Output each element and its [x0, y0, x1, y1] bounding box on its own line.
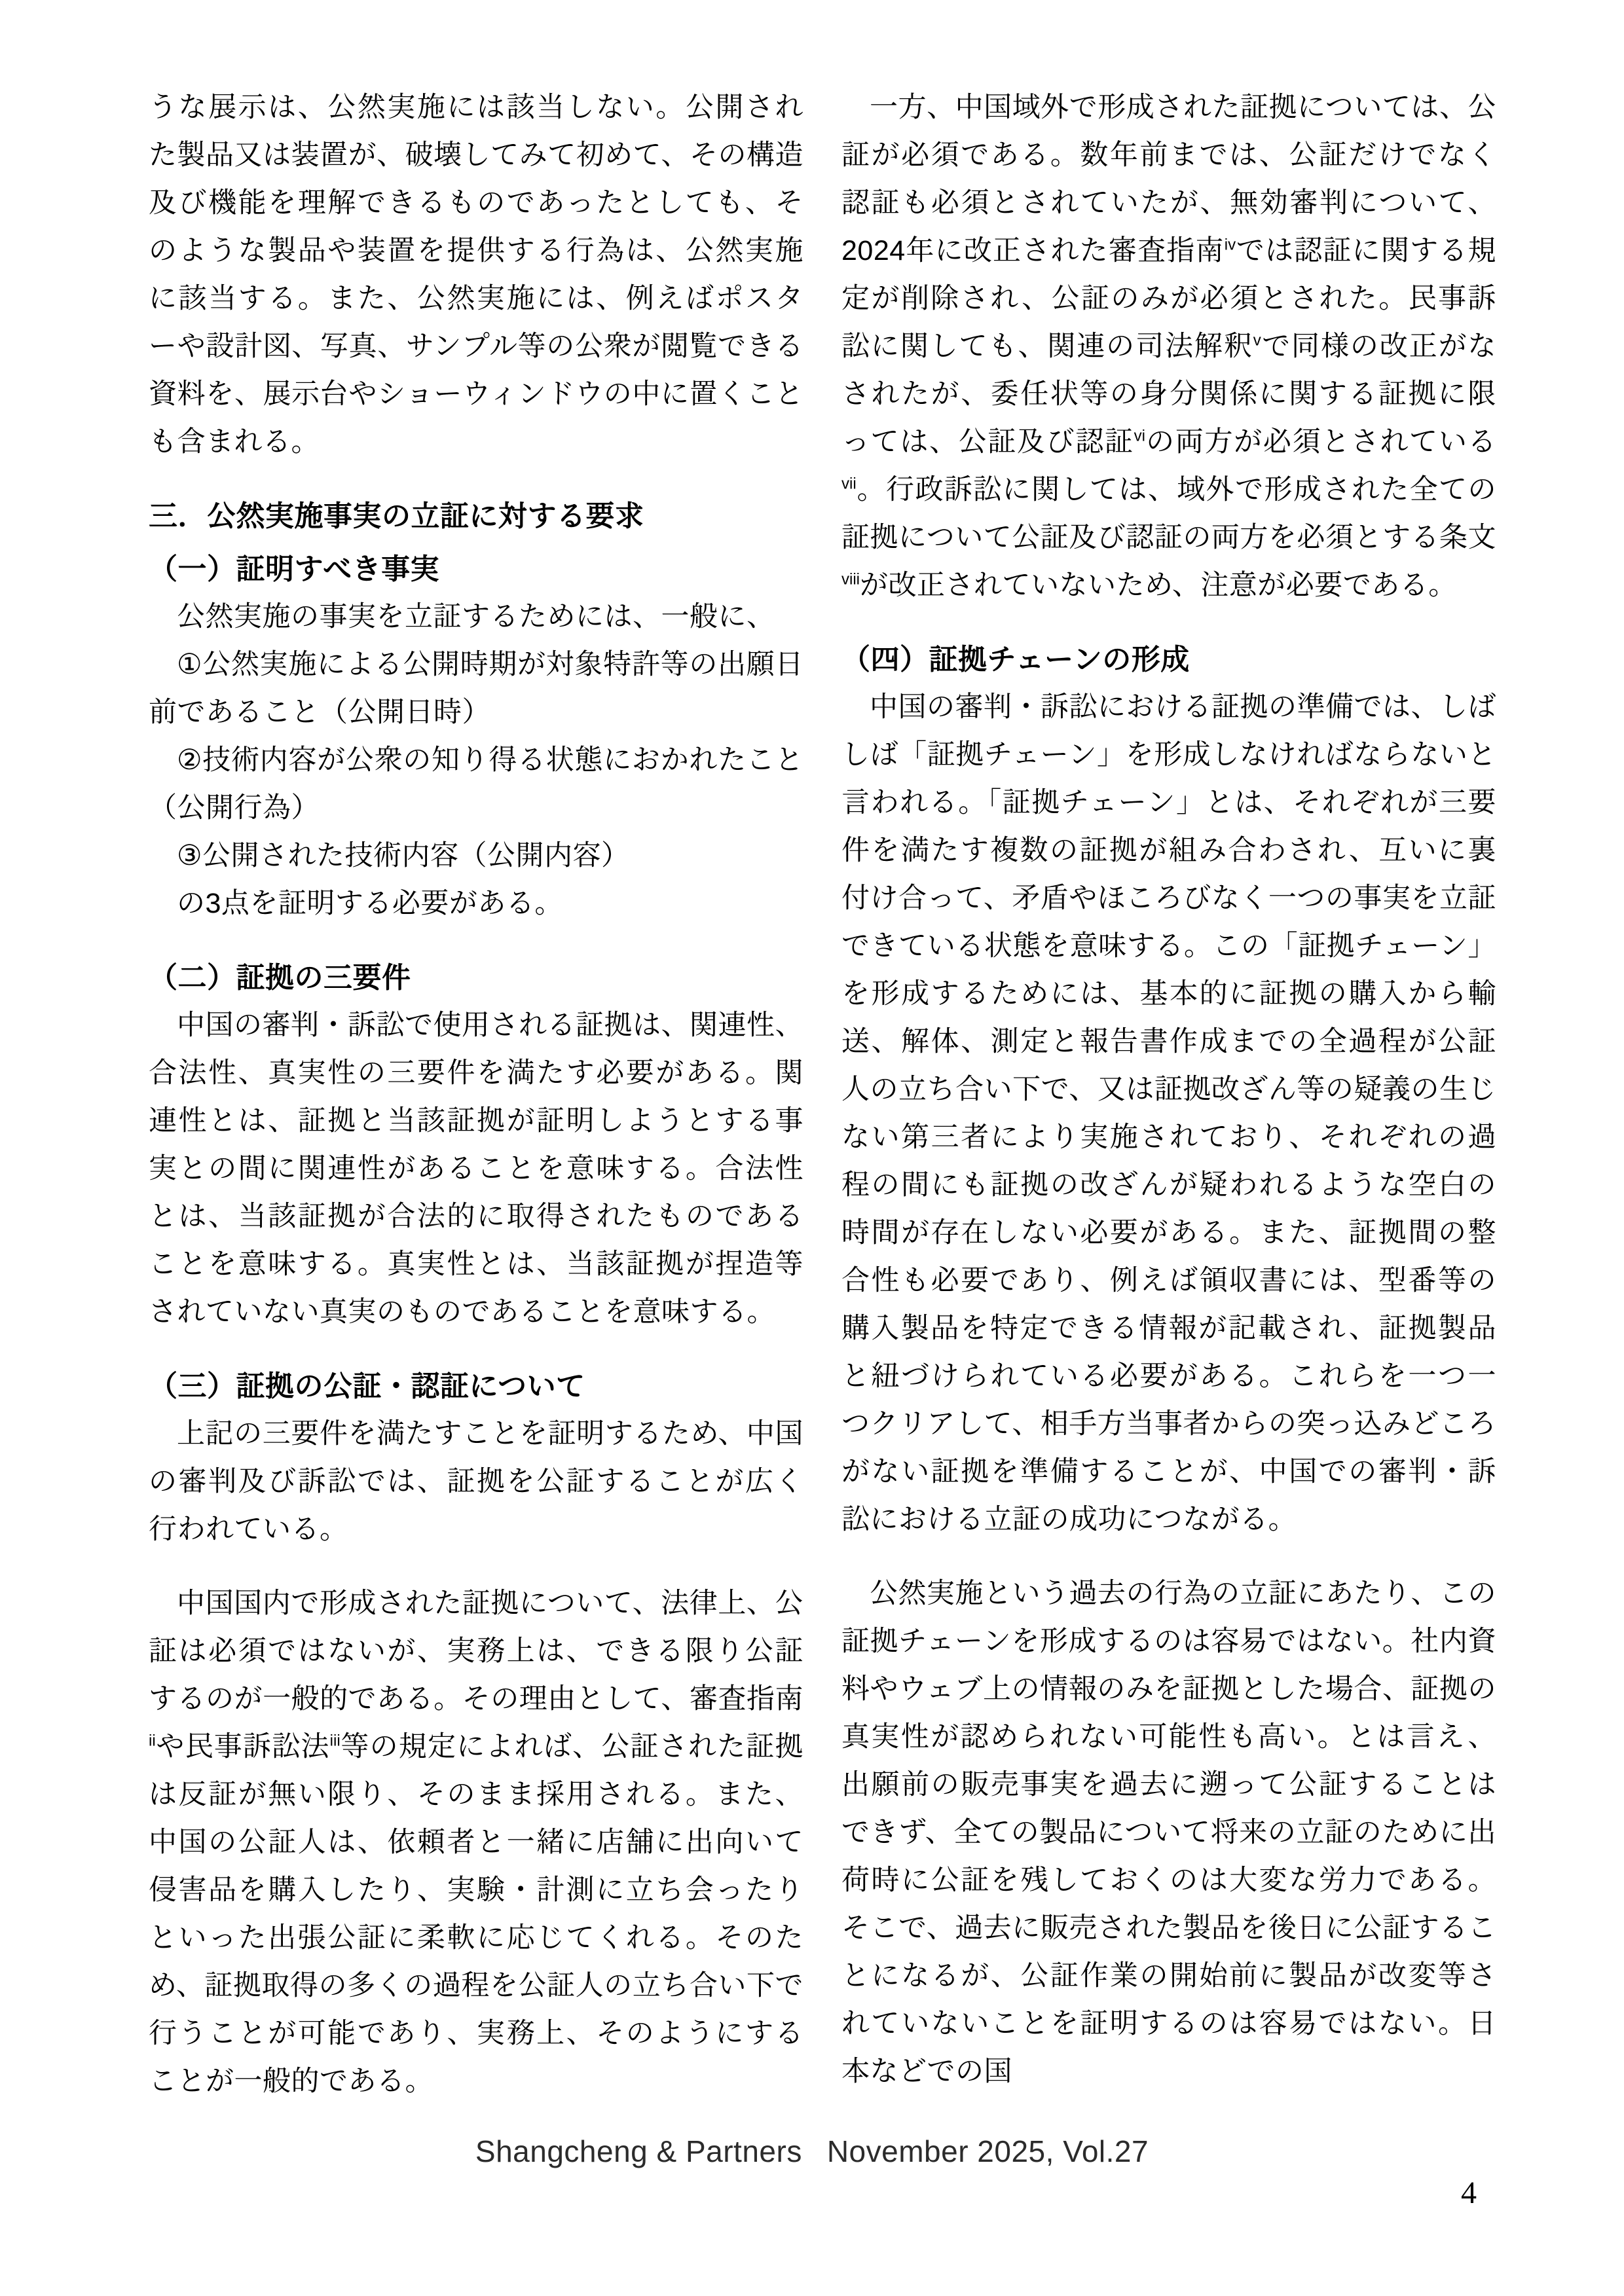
footnote-reference: iii — [329, 1732, 341, 1750]
paragraph: ③公開された技術内容（公開内容） — [177, 840, 630, 871]
paragraph: 上記の三要件を満たすことを証明するため、中国の審判及び訴訟では、証拠を公証することが広く行われている。 — [149, 1418, 803, 1545]
paragraph: 中国国内で形成された証拠について、法律上、公証は必須ではないが、実務上は、できる限り公証するのが一般的である。その理由として、審査指南$^{ii}$や民事訴訟法$^{iii}$等の規定によれば、公証された証拠は反証が無い限り、そのまま採用される。また、中国の公証人は、依頼者と一緒に店舗に出向いて侵害品を購入したり、実験・計測に立ち会ったりといった出張公証に柔軟に応じてくれる。そのため、証拠取得の多くの過程を公証人の立ち合い下で行うことが可能であり、実務上、そのようにすることが一般的である。 — [149, 1588, 804, 2097]
footer-issue-info: November 2025, Vol.27 — [826, 2134, 1149, 2168]
paragraph: の3点を証明する必要がある。 — [177, 888, 563, 919]
section-heading: （三）証拠の公証・認証について — [149, 1370, 585, 1402]
paragraph: ②技術内容が公衆の知り得る状態におかれたこと（公開行為） — [149, 744, 803, 824]
footnote-reference: iv — [1224, 236, 1236, 254]
two-column-text-area — [149, 84, 1496, 2105]
footer-firm-name: Shangcheng & Partners — [475, 2134, 802, 2168]
page-footer — [0, 2133, 1624, 2170]
section-heading: 三．公然実施事実の立証に対する要求 — [149, 500, 644, 532]
paragraph: 中国の審判・訴訟における証拠の準備では、しばしば「証拠チェーン」を形成しなければならないと言われる。「証拠チェーン」とは、それぞれが三要件を満たす複数の証拠が組み合わされ、互いに裏付け合って、矛盾やほころびなく一つの事実を立証できている状態を意味する。この「証拠チェーン」を形成するためには、基本的に証拠の購入から輸送、解体、測定と報告書作成までの全過程が公証人の立ち合い下で、又は証拠改ざん等の疑義の生じない第三者により実施されており、それぞれの過程の間にも証拠の改ざんが疑われるような空白の時間が存在しない必要がある。また、証拠間の整合性も必要であり、例えば領収書には、型番等の購入製品を特定できる情報が記載され、証拠製品と紐づけられている必要がある。これらを一つ一つクリアして、相手方当事者からの突っ込みどころがない証拠を準備することが、中国での審判・訴訟における立証の成功につながる。 — [841, 691, 1496, 1535]
paragraph: 一方、中国域外で形成された証拠については、公証が必須である。数年前までは、公証だけでなく認証も必須とされていたが、無効審判について、2024年に改正された審査指南$^{iv}$では認証に関する規定が削除され、公証のみが必須とされた。民事訴訟に関しても、関連の司法解釈$^v$で同様の改正がなされたが、委任状等の身分関係に関する証拠に限っては、公証及び認証$^{vi}$の両方が必須とされている$^{vii}$。行政訴訟に関しては、域外で形成された全ての証拠について公証及び認証の両方を必須とする条文$^{viii}$が改正されていないため、注意が必要である。 — [841, 92, 1497, 601]
section-heading: （一）証明すべき事実 — [149, 553, 440, 585]
footnote-reference: viii — [841, 570, 860, 589]
paragraph: 中国の審判・訴訟で使用される証拠は、関連性、合法性、真実性の三要件を満たす必要がある。関連性とは、証拠と当該証拠が証明しようとする事実との間に関連性があることを意味する。合法性とは、当該証拠が合法的に取得されたものであることを意味する。真実性とは、当該証拠が捏造等されていない真実のものであることを意味する。 — [149, 1010, 803, 1328]
section-heading: （二）証拠の三要件 — [149, 962, 411, 994]
footnote-reference: ii — [149, 1732, 156, 1750]
left-column — [149, 84, 803, 2105]
page-number: 4 — [1461, 2176, 1477, 2210]
right-column — [841, 84, 1496, 2105]
footnote-reference: v — [1253, 331, 1261, 350]
paragraph: 公然実施という過去の行為の立証にあたり、この証拠チェーンを形成するのは容易ではない。社内資料やウェブ上の情報のみを証拠とした場合、証拠の真実性が認められない可能性も高い。とは言え、出願前の販売事実を過去に遡って公証することはできず、全ての製品について将来の立証のために出荷時に公証を残しておくのは大変な労力である。そこで、過去に販売された製品を後日に公証することになるが、公証作業の開始前に製品が改変等されていないことを証明するのは容易ではない。日本などでの国 — [841, 1578, 1496, 2087]
paragraph: うな展示は、公然実施には該当しない。公開された製品又は装置が、破壊してみて初めて、その構造及び機能を理解できるものであったとしても、そのような製品や装置を提供する行為は、公然実施に該当する。また、公然実施には、例えばポスターや設計図、写真、サンプル等の公衆が閲覧できる資料を、展示台やショーウィンドウの中に置くことも含まれる。 — [149, 92, 803, 458]
footnote-reference: vi — [1134, 427, 1146, 445]
footnote-reference: vii — [841, 475, 857, 493]
paragraph: 公然実施の事実を立証するためには、一般に、 — [177, 601, 775, 632]
paragraph: ①公然実施による公開時期が対象特許等の出願日前であること（公開日時） — [149, 649, 803, 728]
section-heading: （四）証拠チェーンの形成 — [841, 644, 1190, 676]
